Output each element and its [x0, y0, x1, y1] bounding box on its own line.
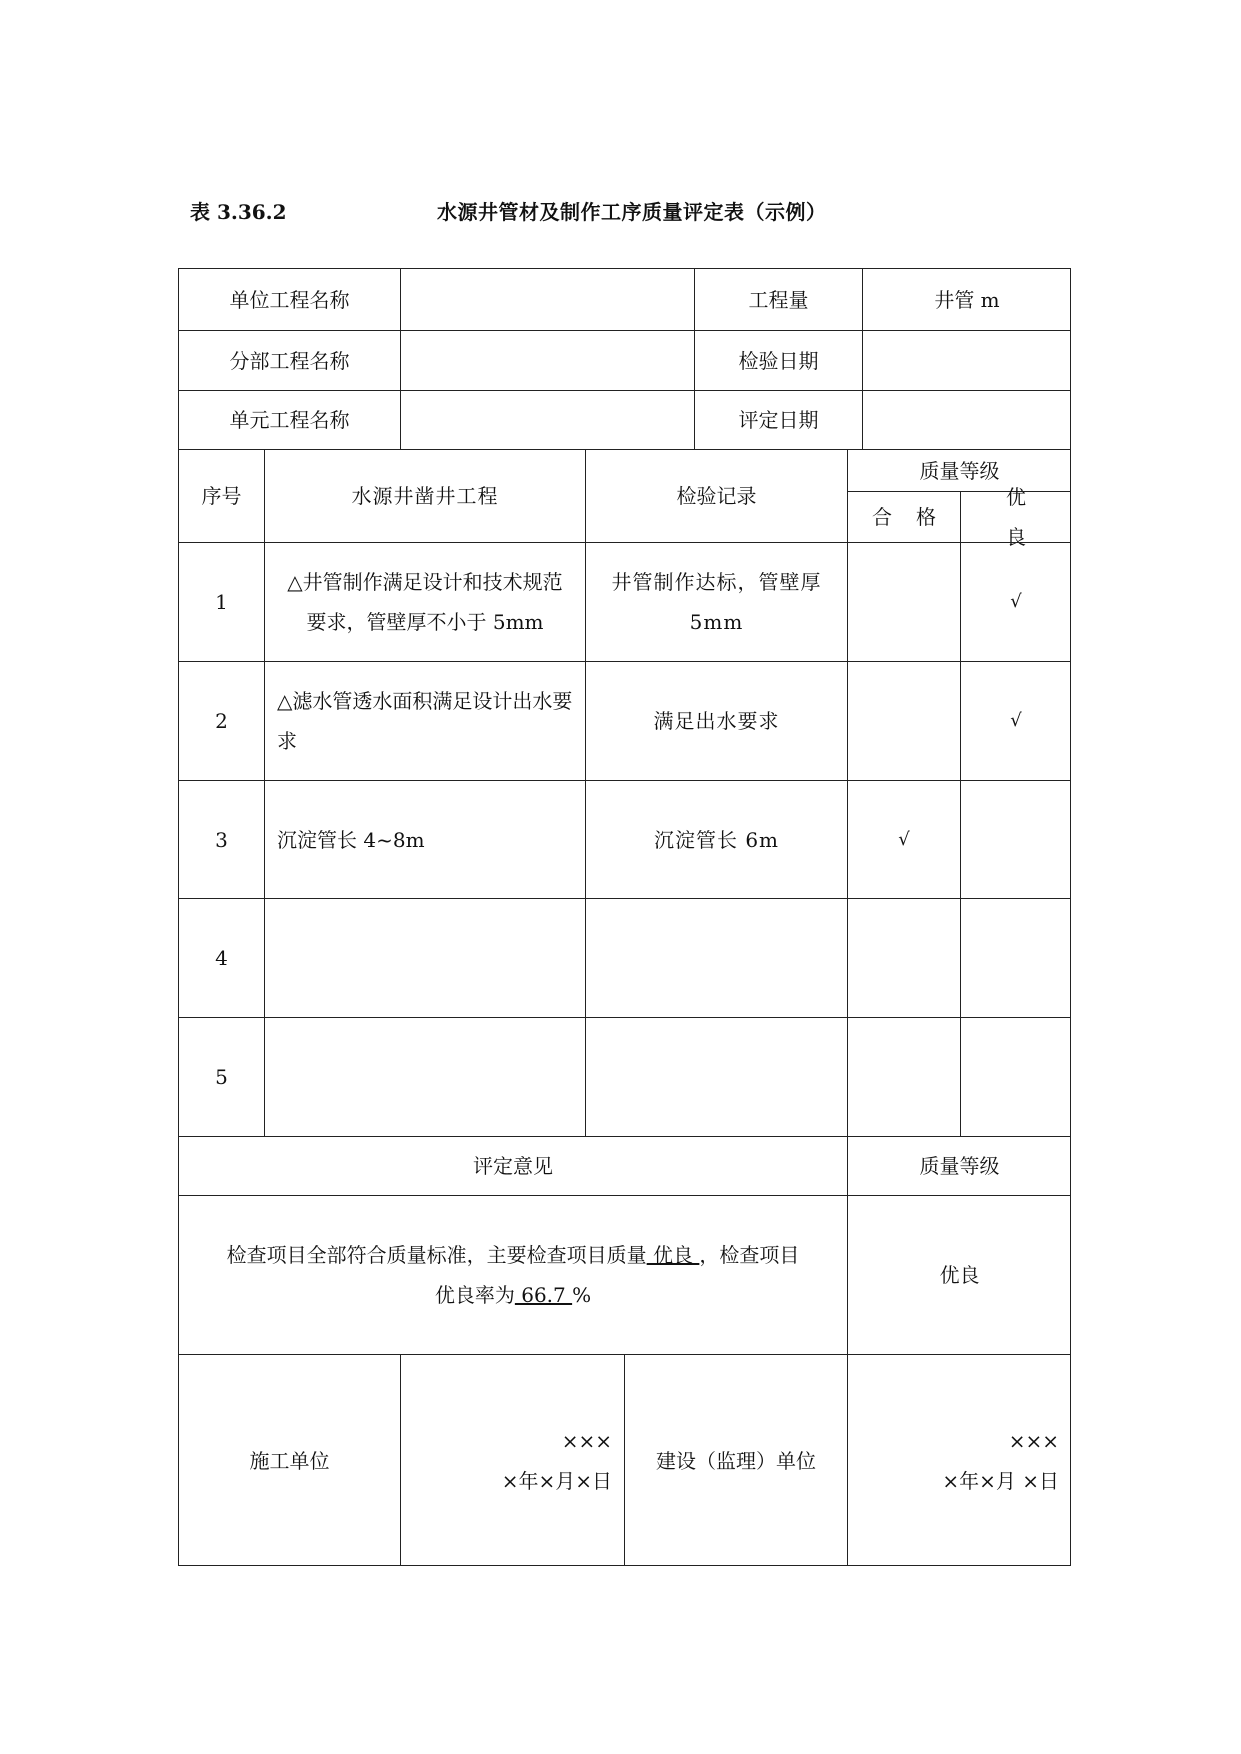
- header-record: 检验记录: [585, 449, 847, 542]
- row-5-excellent: [960, 1017, 1071, 1136]
- construction-date: ×年×月×日: [501, 1468, 612, 1493]
- row-5-pass: [847, 1017, 960, 1136]
- row-4-item: [264, 898, 585, 1017]
- row-3-item: 沉淀管长 4~8m: [264, 780, 585, 898]
- row-5-seq: 5: [178, 1017, 264, 1136]
- header-seq: 序号: [178, 449, 264, 542]
- row-2-seq: 2: [178, 661, 264, 780]
- row-5-record: [585, 1017, 847, 1136]
- row-2-record: 满足出水要求: [585, 661, 847, 780]
- row-2-pass: [847, 661, 960, 780]
- row-1-excellent: √: [960, 542, 1071, 661]
- element-project-value: [400, 390, 694, 449]
- supervisor-date: ×年×月 ×日: [942, 1468, 1059, 1493]
- row-3-excellent: [960, 780, 1071, 898]
- construction-label: 施工单位: [178, 1354, 400, 1566]
- row-3-seq: 3: [178, 780, 264, 898]
- opinion-line-1: [227, 1235, 800, 1275]
- quantity-value: 井管 m: [862, 268, 1071, 330]
- header-item: 水源井凿井工程: [264, 449, 585, 542]
- supervisor-signature: [847, 1354, 1071, 1566]
- opinion-label: 评定意见: [178, 1136, 847, 1195]
- row-3-pass: √: [847, 780, 960, 898]
- grade-label: 质量等级: [847, 1136, 1071, 1195]
- opinion-line-2: [435, 1275, 591, 1315]
- row-5-item: [264, 1017, 585, 1136]
- row-4-seq: 4: [178, 898, 264, 1017]
- unit-project-label: 单位工程名称: [178, 268, 400, 330]
- page-header: [0, 196, 1241, 228]
- row-1-seq: 1: [178, 542, 264, 661]
- grade-value: 优良: [847, 1195, 1071, 1354]
- opinion-text-3: 优良率为: [434, 1283, 515, 1307]
- quantity-label: 工程量: [694, 268, 862, 330]
- construction-signature: [400, 1354, 624, 1566]
- evaluation-date-value: [862, 390, 1071, 449]
- excellent-rate-value: 66.7: [514, 1283, 573, 1307]
- supervisor-name: ×××: [1008, 1428, 1059, 1453]
- element-project-label: 单元工程名称: [178, 390, 400, 449]
- sub-project-value: [400, 330, 694, 390]
- opinion-text-2: ，检查项目: [699, 1243, 800, 1267]
- construction-name: ×××: [561, 1428, 612, 1453]
- opinion-text-4: %: [572, 1283, 592, 1307]
- row-4-excellent: [960, 898, 1071, 1017]
- main-quality-value: 优良: [646, 1243, 700, 1267]
- supervisor-label: 建设（监理）单位: [624, 1354, 847, 1566]
- row-2-excellent: √: [960, 661, 1071, 780]
- evaluation-form-table: [178, 268, 1071, 1566]
- row-4-pass: [847, 898, 960, 1017]
- page-title: 水源井管材及制作工序质量评定表（示例）: [437, 200, 827, 224]
- inspection-date-value: [862, 330, 1071, 390]
- row-1-item: △井管制作满足设计和技术规范要求，管壁厚不小于 5mm: [264, 542, 585, 661]
- opinion-text-1: 检查项目全部符合质量标准，主要检查项目质量: [226, 1243, 647, 1267]
- header-excellent: 优良: [960, 491, 1071, 542]
- unit-project-value: [400, 268, 694, 330]
- header-pass: 合格: [847, 491, 960, 542]
- sub-project-label: 分部工程名称: [178, 330, 400, 390]
- row-2-item: △滤水管透水面积满足设计出水要求: [264, 661, 585, 780]
- row-3-record: 沉淀管长 6m: [585, 780, 847, 898]
- evaluation-date-label: 评定日期: [694, 390, 862, 449]
- inspection-date-label: 检验日期: [694, 330, 862, 390]
- opinion-text: [178, 1195, 847, 1354]
- row-1-record: 井管制作达标，管壁厚5mm: [585, 542, 847, 661]
- header-quality-grade: 质量等级: [847, 449, 1071, 491]
- doc-number: 表 3.36.2: [190, 200, 287, 224]
- row-4-record: [585, 898, 847, 1017]
- row-1-pass: [847, 542, 960, 661]
